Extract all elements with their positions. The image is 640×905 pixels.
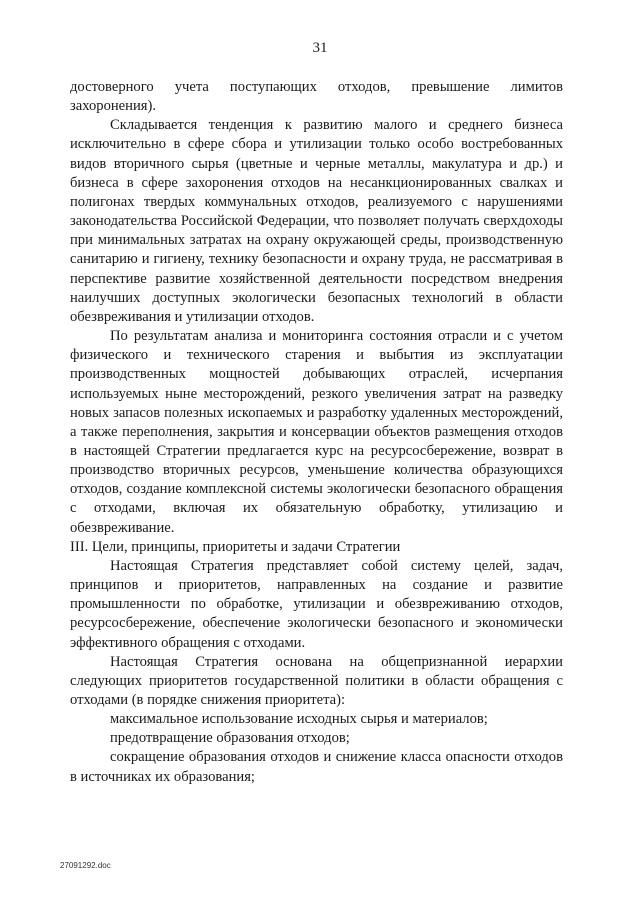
document-body	[70, 78, 563, 787]
section-heading: III. Цели, принципы, приоритеты и задачи Стратегии	[70, 538, 401, 555]
paragraph-strategy-system: Настоящая Стратегия представляет собой систему целей, задач, принципов и приоритетов, направленных на создание и развитие промышленности по обработке, утилизации и обезвреживанию отходов, ресурсосбережение, обеспечение экологически безопасного и экономически эффективного обращения с отходами.	[70, 557, 563, 651]
paragraph-priorities-hierarchy: Настоящая Стратегия основана на общепризнанной иерархии следующих приоритетов государственной политики в области обращения с отходами (в порядке снижения приоритета):	[70, 653, 563, 708]
paragraph-continuation: достоверного учета поступающих отходов, превышение лимитов захоронения).	[70, 79, 563, 115]
paragraph-monitoring-results: По результатам анализа и мониторинга состояния отрасли и с учетом физического и технического старения и выбытия из эксплуатации производственных мощностей добывающих отраслей, исчерпания используемых ныне месторождений, резкого увеличения затрат на разведку новых запасов полезных ископаемых и разработку удаленных месторождений, а также переполнения, закрытия и консервации объектов размещения отходов в настоящей Стратегии предлагается курс на ресурсосбережение, возврат в производство вторичных ресурсов, уменьшение количества образующихся отходов, создание комплексной системы экологически безопасного обращения с отходами, включая их обязательную обработку, утилизацию и обезвреживание.	[70, 328, 563, 536]
list-item-max-use: максимальное использование исходных сырья и материалов;	[110, 711, 488, 728]
list-item-prevention: предотвращение образования отходов;	[110, 730, 350, 747]
footer-filename: 27091292.doc	[60, 861, 111, 870]
page-number: 31	[312, 40, 328, 56]
paragraph-business-trend: Складывается тенденция к развитию малого и среднего бизнеса исключительно в сфере сбора и утилизации только особо востребованных видов вторичного сырья (цветные и черные металлы, макулатура и др.) и бизнеса в сфере захоронения отходов на несанкционированных свалках и полигонах твердых коммунальных отходов, реализуемого с нарушениями законодательства Российской Федерации, что позволяет получать сверхдоходы при минимальных затратах на охрану окружающей среды, производственную санитарию и гигиену, технику безопасности и охрану труда, не рассматривая в перспективе развитие хозяйственной деятельности посредством внедрения наилучших доступных экологически безопасных технологий в области обезвреживания и утилизации отходов.	[70, 117, 563, 325]
list-item-reduction: сокращение образования отходов и снижение класса опасности отходов в источниках их образования;	[70, 749, 563, 785]
